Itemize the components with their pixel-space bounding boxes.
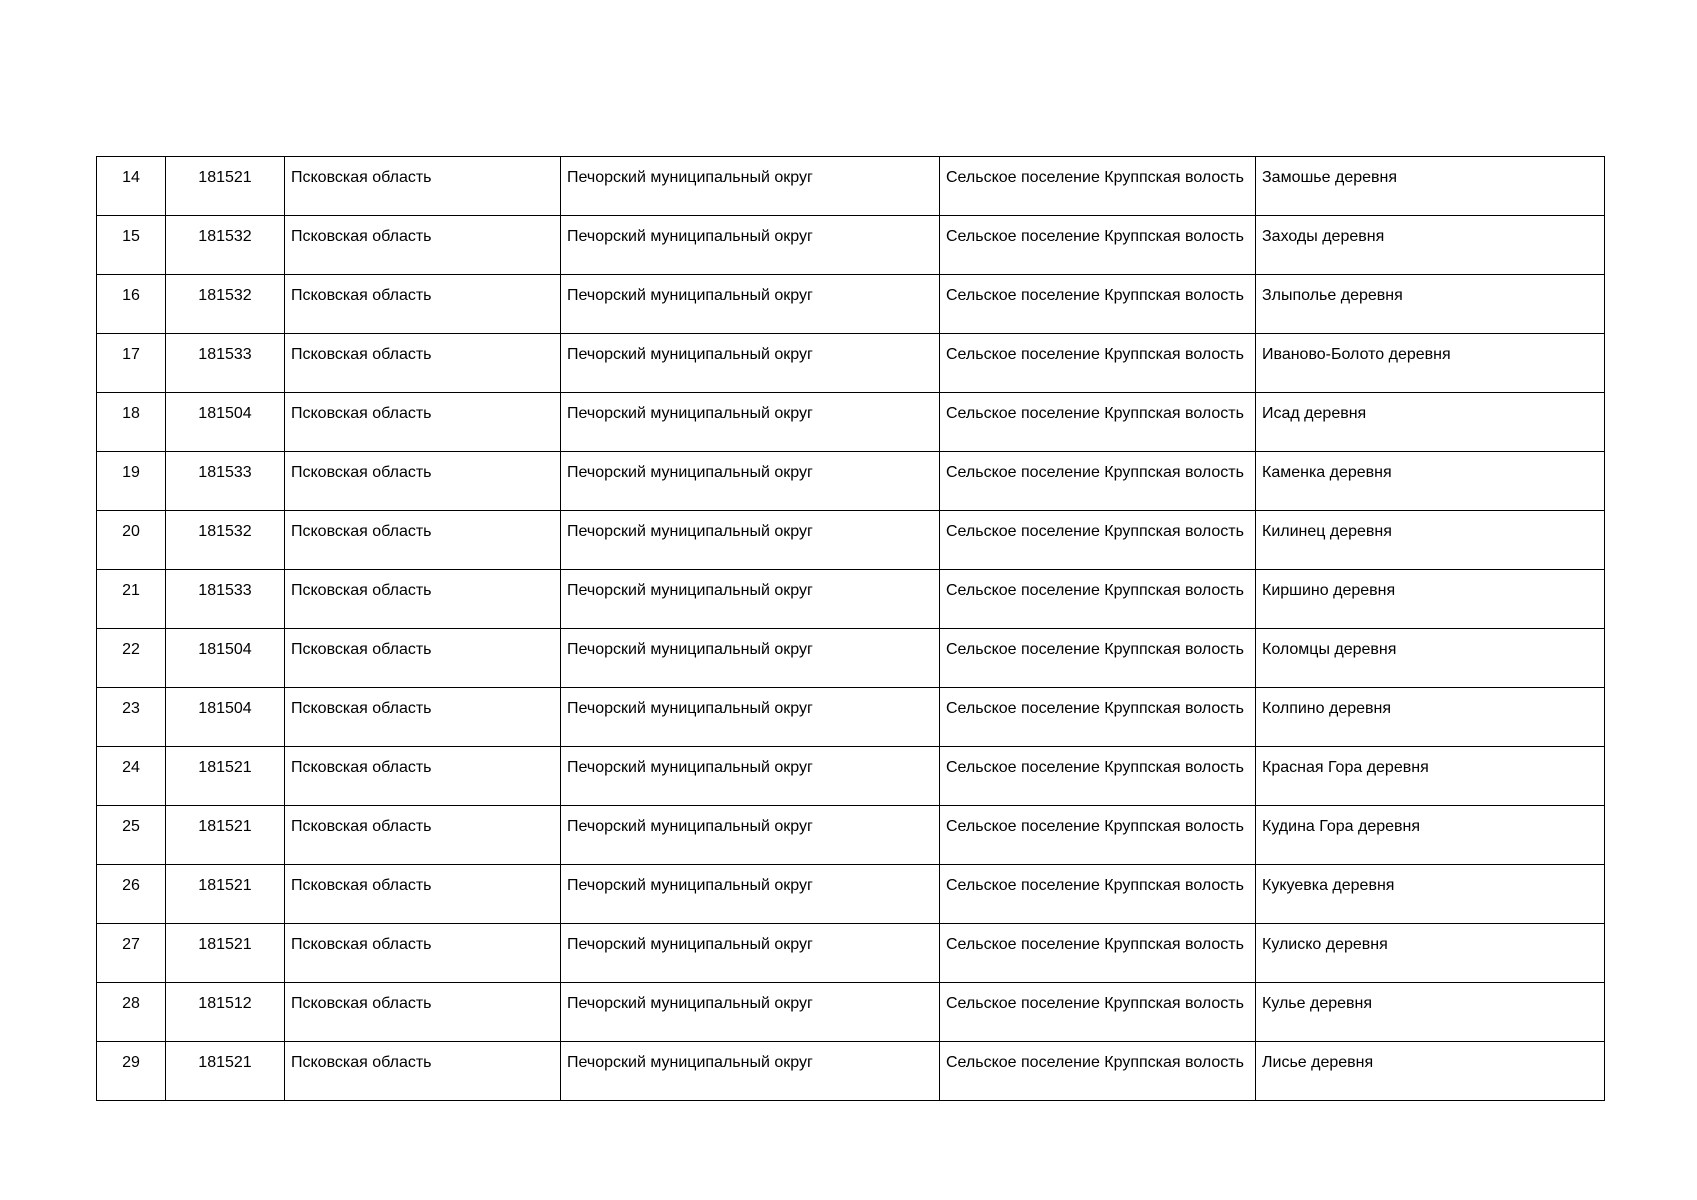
- row-number-cell: 16: [97, 275, 166, 334]
- district-cell: Печорский муниципальный округ: [561, 688, 940, 747]
- settlement-cell: Сельское поселение Круппская волость: [940, 924, 1256, 983]
- settlement-cell: Сельское поселение Круппская волость: [940, 511, 1256, 570]
- postal-index-cell: 181504: [166, 629, 285, 688]
- locality-cell: Килинец деревня: [1256, 511, 1605, 570]
- locality-cell: Исад деревня: [1256, 393, 1605, 452]
- locality-cell: Кулье деревня: [1256, 983, 1605, 1042]
- region-cell: Псковская область: [285, 806, 561, 865]
- district-cell: Печорский муниципальный округ: [561, 747, 940, 806]
- region-cell: Псковская область: [285, 511, 561, 570]
- table-row: [97, 216, 1605, 275]
- settlement-cell: Сельское поселение Круппская волость: [940, 216, 1256, 275]
- locality-cell: Заходы деревня: [1256, 216, 1605, 275]
- row-number-cell: 20: [97, 511, 166, 570]
- district-cell: Печорский муниципальный округ: [561, 452, 940, 511]
- district-cell: Печорский муниципальный округ: [561, 570, 940, 629]
- row-number-cell: 24: [97, 747, 166, 806]
- postal-index-cell: 181504: [166, 688, 285, 747]
- locality-cell: Каменка деревня: [1256, 452, 1605, 511]
- locality-cell: Злыполье деревня: [1256, 275, 1605, 334]
- row-number-cell: 14: [97, 157, 166, 216]
- table-row: [97, 452, 1605, 511]
- table-row: [97, 275, 1605, 334]
- district-cell: Печорский муниципальный округ: [561, 334, 940, 393]
- district-cell: Печорский муниципальный округ: [561, 275, 940, 334]
- table-row: [97, 570, 1605, 629]
- locality-cell: Кукуевка деревня: [1256, 865, 1605, 924]
- settlement-cell: Сельское поселение Круппская волость: [940, 865, 1256, 924]
- region-cell: Псковская область: [285, 688, 561, 747]
- settlement-cell: Сельское поселение Круппская волость: [940, 275, 1256, 334]
- row-number-cell: 27: [97, 924, 166, 983]
- region-cell: Псковская область: [285, 865, 561, 924]
- table-row: [97, 983, 1605, 1042]
- table-row: [97, 334, 1605, 393]
- district-cell: Печорский муниципальный округ: [561, 511, 940, 570]
- region-cell: Псковская область: [285, 570, 561, 629]
- row-number-cell: 21: [97, 570, 166, 629]
- row-number-cell: 26: [97, 865, 166, 924]
- table-row: [97, 393, 1605, 452]
- region-cell: Псковская область: [285, 629, 561, 688]
- locality-cell: Кулиско деревня: [1256, 924, 1605, 983]
- locality-cell: Колпино деревня: [1256, 688, 1605, 747]
- row-number-cell: 28: [97, 983, 166, 1042]
- district-cell: Печорский муниципальный округ: [561, 924, 940, 983]
- settlement-cell: Сельское поселение Круппская волость: [940, 570, 1256, 629]
- row-number-cell: 19: [97, 452, 166, 511]
- table-row: [97, 806, 1605, 865]
- row-number-cell: 18: [97, 393, 166, 452]
- table-body: [97, 157, 1605, 1101]
- table-row: [97, 924, 1605, 983]
- row-number-cell: 23: [97, 688, 166, 747]
- locality-cell: Кудина Гора деревня: [1256, 806, 1605, 865]
- postal-index-cell: 181521: [166, 924, 285, 983]
- postal-index-cell: 181533: [166, 334, 285, 393]
- region-cell: Псковская область: [285, 924, 561, 983]
- postal-index-cell: 181521: [166, 806, 285, 865]
- district-cell: Печорский муниципальный округ: [561, 806, 940, 865]
- locality-cell: Коломцы деревня: [1256, 629, 1605, 688]
- district-cell: Печорский муниципальный округ: [561, 393, 940, 452]
- locality-cell: Замошье деревня: [1256, 157, 1605, 216]
- row-number-cell: 29: [97, 1042, 166, 1101]
- district-cell: Печорский муниципальный округ: [561, 1042, 940, 1101]
- postal-index-cell: 181532: [166, 511, 285, 570]
- district-cell: Печорский муниципальный округ: [561, 629, 940, 688]
- table-row: [97, 511, 1605, 570]
- region-cell: Псковская область: [285, 275, 561, 334]
- settlement-cell: Сельское поселение Круппская волость: [940, 334, 1256, 393]
- settlement-cell: Сельское поселение Круппская волость: [940, 1042, 1256, 1101]
- region-cell: Псковская область: [285, 747, 561, 806]
- region-cell: Псковская область: [285, 216, 561, 275]
- table-row: [97, 629, 1605, 688]
- region-cell: Псковская область: [285, 393, 561, 452]
- postal-index-cell: 181533: [166, 452, 285, 511]
- settlement-cell: Сельское поселение Круппская волость: [940, 983, 1256, 1042]
- district-cell: Печорский муниципальный округ: [561, 865, 940, 924]
- region-cell: Псковская область: [285, 983, 561, 1042]
- settlement-cell: Сельское поселение Круппская волость: [940, 629, 1256, 688]
- table-row: [97, 747, 1605, 806]
- table-row: [97, 865, 1605, 924]
- address-table: [96, 156, 1605, 1101]
- settlement-cell: Сельское поселение Круппская волость: [940, 688, 1256, 747]
- postal-index-cell: 181521: [166, 865, 285, 924]
- row-number-cell: 17: [97, 334, 166, 393]
- postal-index-cell: 181504: [166, 393, 285, 452]
- postal-index-cell: 181521: [166, 1042, 285, 1101]
- row-number-cell: 22: [97, 629, 166, 688]
- table-row: [97, 157, 1605, 216]
- postal-index-cell: 181532: [166, 275, 285, 334]
- locality-cell: Красная Гора деревня: [1256, 747, 1605, 806]
- postal-index-cell: 181512: [166, 983, 285, 1042]
- settlement-cell: Сельское поселение Круппская волость: [940, 806, 1256, 865]
- locality-cell: Киршино деревня: [1256, 570, 1605, 629]
- postal-index-cell: 181521: [166, 157, 285, 216]
- settlement-cell: Сельское поселение Круппская волость: [940, 747, 1256, 806]
- district-cell: Печорский муниципальный округ: [561, 157, 940, 216]
- table-row: [97, 1042, 1605, 1101]
- row-number-cell: 25: [97, 806, 166, 865]
- settlement-cell: Сельское поселение Круппская волость: [940, 393, 1256, 452]
- region-cell: Псковская область: [285, 334, 561, 393]
- postal-index-cell: 181532: [166, 216, 285, 275]
- region-cell: Псковская область: [285, 452, 561, 511]
- district-cell: Печорский муниципальный округ: [561, 983, 940, 1042]
- locality-cell: Иваново-Болото деревня: [1256, 334, 1605, 393]
- table-row: [97, 688, 1605, 747]
- settlement-cell: Сельское поселение Круппская волость: [940, 157, 1256, 216]
- postal-index-cell: 181533: [166, 570, 285, 629]
- region-cell: Псковская область: [285, 1042, 561, 1101]
- settlement-cell: Сельское поселение Круппская волость: [940, 452, 1256, 511]
- postal-index-cell: 181521: [166, 747, 285, 806]
- locality-cell: Лисье деревня: [1256, 1042, 1605, 1101]
- district-cell: Печорский муниципальный округ: [561, 216, 940, 275]
- row-number-cell: 15: [97, 216, 166, 275]
- region-cell: Псковская область: [285, 157, 561, 216]
